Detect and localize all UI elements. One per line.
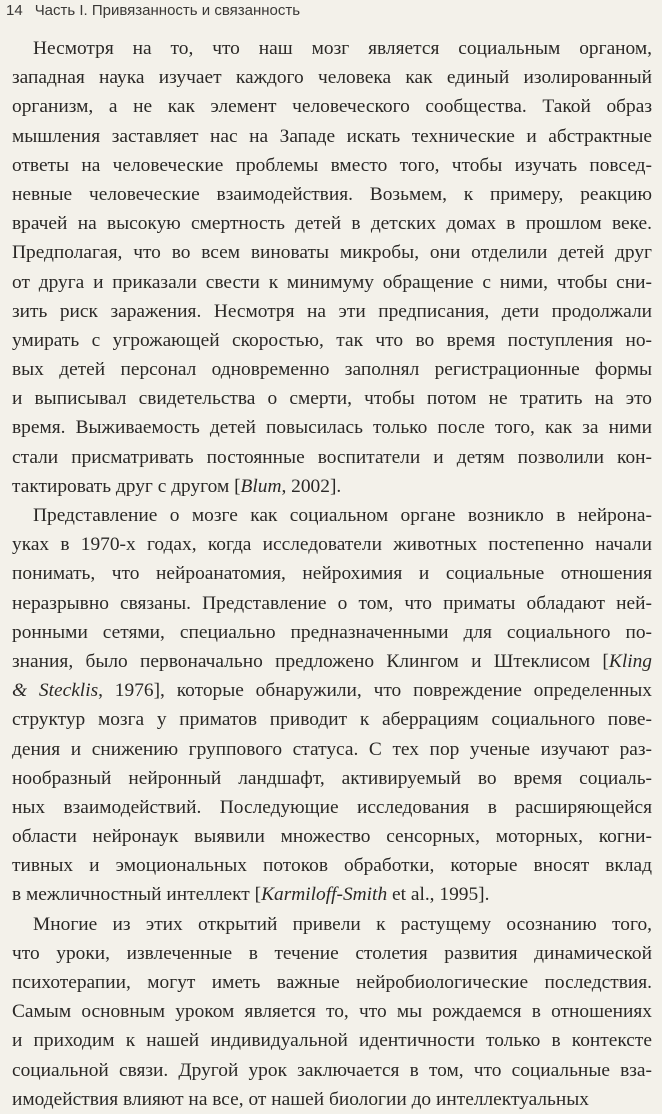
running-header bbox=[6, 2, 300, 19]
text-line: ронными сетями, специально предназначенными для социального по- bbox=[12, 621, 652, 643]
text-line: в межличностный интеллект [Karmiloff-Smith et al., 1995]. bbox=[12, 884, 490, 906]
text-line: области нейронаук выявили множество сенсорных, моторных, когни- bbox=[12, 826, 652, 848]
text-line: тактировать друг с другом [Blum, 2002]. bbox=[12, 475, 342, 497]
text-line: западная наука изучает каждого человека как единый изолированный bbox=[12, 67, 652, 89]
text-line: имодействия влияют на все, от нашей биологии до интеллектуальных bbox=[12, 1088, 589, 1110]
text-line: Предполагая, что во всем виноваты микробы, они отделили детей друг bbox=[12, 242, 652, 264]
text-line: социальной связи. Другой урок заключается в том, что социальные вза- bbox=[12, 1059, 652, 1081]
text-line: организм, а не как элемент человеческого сообщества. Такой образ bbox=[12, 96, 652, 118]
text-line: ных взаимодействий. Последующие исследования в расширяющейся bbox=[12, 796, 652, 818]
text-line: дения и снижению группового статуса. С тех пор ученые изучают раз- bbox=[12, 738, 652, 760]
text-line: и выписывал свидетельства о смерти, чтобы потом не тратить на это bbox=[12, 388, 652, 410]
page-number: 14 bbox=[6, 2, 23, 19]
text-line: зить риск заражения. Несмотря на эти предписания, дети продолжали bbox=[12, 300, 652, 322]
text-line: умирать с угрожающей скоростью, так что во время поступления но- bbox=[12, 329, 652, 351]
body-text bbox=[12, 34, 652, 1114]
text-line: нообразный нейронный ландшафт, активируемый во время социаль- bbox=[12, 767, 652, 789]
text-line: время. Выживаемость детей повысилась только после того, как за ними bbox=[12, 417, 652, 439]
text-line: стали присматривать постоянные воспитатели и детям позволили кон- bbox=[12, 446, 652, 468]
text-line: неразрывно связаны. Представление о том, что приматы обладают ней- bbox=[12, 592, 652, 614]
text-line: структур мозга у приматов приводит к аберрациям социального пове- bbox=[12, 709, 652, 731]
running-title: Часть I. Привязанность и связанность bbox=[34, 2, 301, 19]
text-line: Несмотря на то, что наш мозг является социальным органом, bbox=[33, 38, 652, 59]
text-line: невные человеческие взаимодействия. Возьмем, к примеру, реакцию bbox=[12, 183, 652, 205]
text-line: знания, было первоначально предложено Клингом и Штеклисом [Kling bbox=[12, 650, 652, 672]
paragraph bbox=[12, 34, 652, 501]
text-line: понимать, что нейроанатомия, нейрохимия и социальные отношения bbox=[12, 563, 652, 585]
text-line: Многие из этих открытий привели к растущему осознанию того, bbox=[33, 913, 652, 935]
text-line: врачей на высокую смертность детей в детских домах в прошлом веке. bbox=[12, 213, 652, 235]
text-line: психотерапии, могут иметь важные нейробиологические последствия. bbox=[12, 972, 652, 993]
text-line: вых детей персонал одновременно заполнял регистрационные формы bbox=[12, 359, 652, 381]
text-line: от друга и приказали свести к минимуму обращение с ними, чтобы сни- bbox=[12, 271, 652, 293]
text-line: ответы на человеческие проблемы вместо того, чтобы изучать повсед- bbox=[12, 154, 652, 176]
paragraph bbox=[12, 501, 652, 910]
text-line: тивных и эмоциональных потоков обработки, которые вносят вклад bbox=[12, 855, 652, 877]
paragraph bbox=[12, 910, 652, 1114]
text-line: Самым основным уроком является то, что мы рождаемся в отношениях bbox=[12, 1001, 652, 1023]
text-line: уках в 1970-х годах, когда исследователи животных постепенно начали bbox=[12, 534, 652, 556]
text-line: мышления заставляет нас на Западе искать технические и абстрактные bbox=[12, 125, 652, 147]
text-line: что уроки, извлеченные в течение столетия развития динамической bbox=[12, 942, 652, 964]
text-line: & Stecklis, 1976], которые обнаружили, что повреждение определенных bbox=[12, 680, 652, 702]
text-line: Представление о мозге как социальном органе возникло в нейрона- bbox=[33, 505, 652, 526]
text-line: и приходим к нашей индивидуальной идентичности только в контексте bbox=[12, 1030, 652, 1052]
